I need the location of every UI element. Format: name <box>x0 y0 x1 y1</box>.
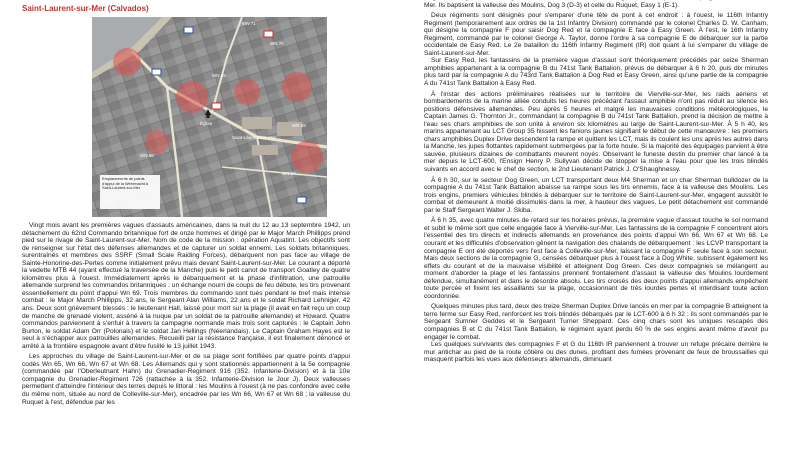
paragraph: Mer. Ils baptisent la valleuse des Moulins, Dog 3 (D-3) et celle du Ruquet, Easy 1 (E-1). <box>424 1 680 9</box>
paragraph: Sur Easy Red, les fantassins de la première vague d'assaut sont théoriquement précédés par seize Sherman amphibies appartenant à la compagnie B du 741st Tank Battalion, prévus de débarquer à 6 h 20, puis dix minutes plus tard par la compagnie A du 743rd Tank Battalion à Dog Red et Easy Green, ainsi qu'une partie de la compagnie A du 741st Tank Battalion à Easy Red. <box>424 57 768 88</box>
left-column <box>22 222 350 406</box>
aerial-map <box>92 17 327 217</box>
map-label-wn71: WN 71 <box>242 21 256 26</box>
paragraph: Les quelques survivants des compagnies F et G du 116th IR parviennent à trouver un refuge précaire derrière le mur antichar au pied de la route côtière ou des dunes, profitant des fumées provenant de feux de broussailles qui masquent parfois les vues aux défenseurs allemands, diminuant <box>424 341 768 364</box>
right-column <box>424 0 768 364</box>
map-label-church: Église <box>200 121 213 126</box>
paragraph: Quelques minutes plus tard, deux des treize Sherman Duplex Drive lancés en mer par la compagnie B atteignent la terre ferme sur Easy Red, renforcent les trois blindés débarqués par le LCT-600 à 6 h 32 : ils sont commandés par le Sergeant Sumner Geddes et le Sergeant Turner Sheppard. Ces cinq chars sont les uniques rescapés des compagnies B et C du 741st Tank Battalion, le régiment ayant perdu 60 % de ses engins avant même d'avoir pu engager le combat. <box>424 303 768 341</box>
paragraph: À 6 h 35, avec quatre minutes de retard sur les horaires prévus, la première vague d'assaut touche le sol normand et subit le même sort que celle engagée face à Vierville-sur-Mer. Les fantassins de la compagnie F concentrent alors l'essentiel des tirs directs et indirects allemands en provenance des points d'appui Wn 66, Wn 67 et Wn 68. Le courant et les difficultés d'observation gênent la navigation des chalands de débarquement : les LCVP transportant la compagnie E ont été déportés vers l'est face à Colleville-sur-Mer, laissant la compagnie F seule face à son secteur. Mais deux sections de la compagnie G, censées débarquer plus à l'ouest face à Dog White, subissent également les effets du courant et de la mauvaise visibilité et atteignent Dog Green. Ces deux compagnies se mélangent au moment d'aborder la plage et les fantassins prennent frontalement d'assaut la valleuse des Moulins lourdement défendue, simultanément et dans le désordre absolu. Les tirs croisés des deux points d'appui allemands empêchent toute percée et fixent les assaillants sur la plage, occasionnant de très lourdes pertes et interdisant toute action coordonnée. <box>424 217 768 300</box>
paragraph: À 6 h 30, sur le secteur Dog Green, un LCT transportant deux M4 Sherman et un char Sherman bulldozer de la compagnie A du 741st Tank Battalion abaisse sa rampe sous les tirs ennemis, face à la valleuse des Moulins. Les trois engins, premiers véhicules blindés à débarquer sur le territoire de Saint-Laurent-sur-Mer, engagent aussitôt le combat et demeurent à moitié dissimulés dans la mer, à hauteur des vagues. Le petit détachement est commandé par le Staff Sergeant Walter J. Skiba. <box>424 176 768 214</box>
paragraph: Vingt mois avant les premières vagues d'assauts américaines, dans la nuit du 12 au 13 septembre 1942, un détachement du 62nd Commando britannique fort de onze hommes et dirigé par le Major March Phillipps prend pied sur le rivage de Saint-Laurent-sur-Mer. Nom de code de la mission : opération Aquatint. Les objectifs sont de renseigner sur l'état des défenses allemandes et de capturer un soldat ennemi. Les soldats britanniques, surentraînés et membres des SSRF (Small Scale Raiding Forces), débarquent non pas face au village de Sainte-Honorine-des-Pertes comme initialement prévu mais devant Saint-Laurent-sur-Mer. Le courant a déporté la vedette MTB 44 (ayant effectué la traversée de la Manche) puis le petit canot de transport Goatley de quatre kilomètres plus à l'ouest. Immédiatement après le débarquement et la phase d'infiltration, une patrouille allemande surprend les commandos britanniques : un échange nourri de coups de feu débute, les tirs provenant essentiellement du point d'appui Wn 69. Trois membres du commando sont tués pendant le bref mais intense combat : le Major March Phillipps, 32 ans, le Sergeant Alan Williams, 22 ans et le soldat Richard Lehniger, 42 ans. Deux sont grièvement blessés : le lieutenant Hall, laissé pour mort sur la plage (il avait en fait reçu un coup de manche de grenade violent, asséné à la nuque par un soldat de la patrouille allemande) et Howard. Quatre commandos parviennent à s'enfuir à travers la campagne normande mais trois sont capturés : le Captain John Burton, le soldat Adam Orr (Polonais) et le soldat Jan Hellings (Néerlandais). Le Captain Graham Hayes est le seul à s'échapper aux patrouilles allemandes. Recueilli par la résistance française, il est finalement dénoncé et arrêté à la frontière espagnole avant d'être fusillé le 13 juillet 1943. <box>22 222 350 350</box>
map-label-wn70: WN 70 <box>270 41 284 46</box>
map-label-wn69: WN 69 <box>212 73 226 78</box>
map-legend: Emplacements de points d'appui de la Wehrmacht à Saint-Laurent-sur-Mer <box>102 177 149 191</box>
aerial-map-image <box>92 17 327 217</box>
map-label-wn68: WN 68 <box>292 123 306 128</box>
page-heading: Saint-Laurent-sur-Mer (Calvados) <box>22 4 149 13</box>
map-label-wn67: WN 67 <box>282 171 296 176</box>
map-label-town: Saint-Laurent-sur-Mer <box>232 135 277 140</box>
paragraph: Deux régiments sont désignés pour s'emparer d'une tête de pont à cet endroit : à l'ouest, le 116th Infantry Regiment (temporairement aux ordres de la 1st Infantry Division) commandé par le colonel Charles D. W. Canham, qui désigne la compagnie F pour saisir Dog Red et la compagnie E face à Easy Green. À l'est, le 16th Infantry Regiment, commandé par le colonel George A. Taylor, donne l'ordre à sa compagnie E de débarquer sur la partie occidentale de Easy Red. Le 2e bataillon du 116th Infantry Regiment (IR) doit quant à lui s'emparer du village de Saint-Laurent-sur-Mer. <box>424 12 768 57</box>
map-label-wn66: WN 66 <box>140 153 154 158</box>
paragraph: Les approches du village de Saint-Laurent-sur-Mer et de sa plage sont fortifiées par quatre points d'appui codés Wn 65, Wn 66, Wn 67 et Wn 68. Les Allemands qui y sont stationnés appartiennent à la 5e compagnie (commandée par l'Oberleutnant Hahn) du Grenadier-Regiment 916 (352. Infanterie-Division) et à la 10e compagnie du Grenadier-Regiment 726 (rattachée à la 352. Infanterie-Division le Jour J). Deux valleuses permettent d'atteindre l'intérieur des terres depuis le littoral : les Moulins à l'ouest (à ne pas confondre avec celle du même nom, située au nord de Colleville-sur-Mer), encadrée par les Wn 66, Wn 67 et Wn 68 ; la valleuse du Ruquet à l'est, défendue par les <box>22 353 350 406</box>
paragraph: À l'instar des actions préliminaires réalisées sur le territoire de Vierville-sur-Mer, les raids aériens et bombardements de la marine alliée conduits les heures précédant l'assaut amphibie n'ont pas réduit au silence les positions défensives allemandes. Peu après 5 heures et malgré les mauvaises conditions météorologiques, le Captain James G. Thornton Jr., commandant la compagnie B du 741st Tank Battalion, prend la décision de mettre à l'eau ses chars amphibies de son unité à environ six kilomètres au large de Saint-Laurent-sur-Mer. À 5 h 40, les marins appartenant au LCT Group 35 hissent les fanions jaunes signifiant le début de cette manœuvre : les premiers chars amphibies Duplex Drive descendent la rampe et quittent les LCT, mais ils coulent les uns après les autres dans la Manche, les jupes flottantes rapidement submergées par la forte houle. Si la majorité des équipages parvient à être sauvée, plusieurs dizaines de combattants meurent noyés. Observant le funeste destin du premier char lancé à la mer depuis le LCT-600, l'Ensign Henry P. Sullyvan décide de stopper la mise à l'eau pour que les trois blindés suivants en accord avec le chef de section, le 2nd Lieutenant Patrick J. O'Shaughnessy. <box>424 90 768 174</box>
